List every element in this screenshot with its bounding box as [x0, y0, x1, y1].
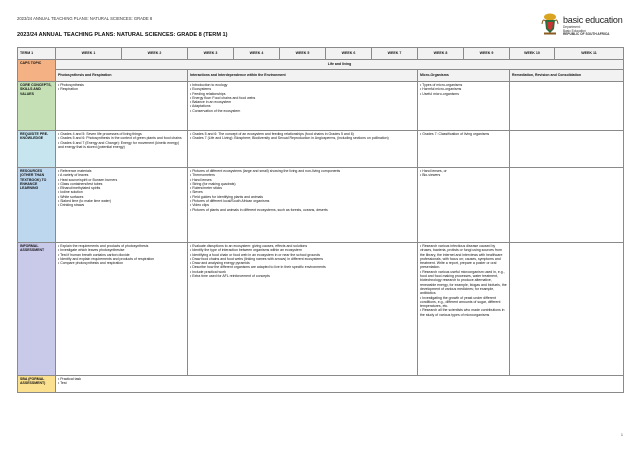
term-label: TERM 1 [18, 48, 56, 60]
list-item: • Draw and analysing energy pyramids [190, 261, 250, 266]
list-item: • Harmful micro-organisms [420, 87, 462, 92]
informal-assessment-row [18, 243, 624, 376]
list-item: • Video clips [190, 203, 210, 208]
list-item: • White surfaces [58, 194, 84, 199]
topic-micro-organisms: Micro-Organisms [418, 70, 510, 82]
prior-knowledge-cell [188, 131, 418, 168]
core-concepts-row [18, 82, 624, 131]
list-item: • Hand lenses, or [420, 169, 447, 173]
resources-cell [510, 168, 624, 243]
list-item: • Grades 7: Classification of living organisms [420, 132, 490, 136]
week-header: WEEK 8 [418, 48, 464, 60]
prior-knowledge-label: REQUISITE PRE-KNOWLEDGE [18, 131, 56, 168]
list-item: • Research various useful microorganism used in, e.g., food and food-making processes, water treatment, biotechnology research to produce alternative, renewable energy, for example, biogas and biofuels, the development of various medicines; for example, antibiotics [420, 269, 507, 296]
list-item: • Balance in an ecosystem [190, 100, 232, 105]
coat-of-arms-icon [541, 12, 559, 36]
list-item: • Iodine solution [58, 190, 83, 195]
list-item: • Conservation of the ecosystem [190, 108, 241, 113]
list-item: • Reference materials [58, 169, 92, 173]
informal-assessment-cell [188, 243, 418, 376]
core-concepts-label: CORE CONCEPTS, SKILLS AND VALUES [18, 82, 56, 131]
list-item: • Research various infectious disease caused by viruses, bacteria, protists or fungi using sources from the library, the internet and interviews with healthcare professionals, with focus on; causes, symptoms and treatment. Write a report, prepare a poster or oral presentation. [420, 244, 503, 270]
logo-country: REPUBLIC OF SOUTH AFRICA [563, 32, 610, 37]
caps-topic-label: CAPS TOPIC [18, 60, 56, 82]
list-item: • Draw food chains and food webs (linking names with arrows) in different ecosystems [190, 256, 324, 261]
list-item: • Explain the requirements and products of photosynthesis [58, 244, 149, 248]
list-item: • Grades 4 and 5: Seven life processes of living things [58, 132, 142, 136]
sba-cell [56, 376, 624, 393]
list-item: • A variety of leaves [58, 173, 89, 178]
header-row [18, 48, 624, 60]
list-item: • Bio-viewers [420, 173, 441, 178]
list-item: • Photosynthesis [58, 83, 84, 87]
list-item: • Rulers/meter sticks [190, 186, 222, 191]
sba-label: SBA (FORMAL ASSESSMENT) [18, 376, 56, 393]
list-item: • Practical task [58, 377, 82, 381]
list-item: • Test [58, 381, 67, 386]
list-item: • Identify the type of interaction between organisms within an ecosystem [190, 248, 302, 253]
list-item: • Ecosystems [190, 87, 212, 92]
list-item: • Pictures of plants and animals in different ecosystems, such as forests, oceans, deserts [190, 207, 328, 212]
informal-assessment-cell [418, 243, 510, 376]
list-item: • Thermometers [190, 173, 215, 178]
week-header: WEEK 2 [122, 48, 188, 60]
list-item: • Ethanol/methylated spirits [58, 186, 101, 191]
resources-row [18, 168, 624, 243]
list-item: • Identifying a food chain or food web in an ecosystem in or near the school grounds [190, 252, 321, 257]
informal-assessment-cell [56, 243, 188, 376]
list-item: • Respiration [58, 87, 78, 92]
list-item: • Identify and explain requirements and products of respiration [58, 256, 155, 261]
dbe-logo [541, 12, 626, 40]
week-header: WEEK 11 [555, 48, 624, 60]
list-item: • Evaluate disruptions to an ecosystem: giving causes, effects and solutions [190, 244, 308, 248]
sba-row [18, 376, 624, 393]
week-header: WEEK 9 [464, 48, 510, 60]
list-item: • Field guides for identifying plants and animals [190, 194, 264, 199]
resources-label: RESOURCES (OTHER THAN TEXTBOOK) TO ENHANCE LEARNING [18, 168, 56, 243]
core-cell [188, 82, 418, 131]
week-header: WEEK 5 [280, 48, 326, 60]
list-item: • Sieves [190, 190, 203, 195]
list-item: • Grades 7 (Life and Living): Biosphere; Biodiversity and Sexual Reproduction in Angiosperms, (including sections on pollination) [190, 136, 389, 141]
informal-assessment-cell [510, 243, 624, 376]
core-cell [510, 82, 624, 131]
list-item: • Grades 6 and 7 (Energy and Change): Energy for movement (kinetic energy) and energy that is stored (potential energy) [58, 140, 180, 149]
topic-remediation: Remediation, Revision and Consolidation [510, 70, 624, 82]
caps-topic-row [18, 60, 624, 70]
list-item: • Test if human breath contains carbon dioxide [58, 252, 130, 257]
list-item: • Feeding relationships [190, 91, 226, 96]
topic-row [18, 70, 624, 82]
prior-knowledge-cell [418, 131, 510, 168]
week-header: WEEK 3 [188, 48, 234, 60]
page-number: 1 [620, 433, 623, 437]
resources-cell [56, 168, 188, 243]
list-item: • Slaked lime (to make lime water) [58, 199, 111, 204]
week-header: WEEK 7 [372, 48, 418, 60]
list-item: • Drinking straws [58, 203, 85, 208]
list-item: • Include practical work [190, 269, 226, 274]
list-item: • Pictures of different local/South African organisms [190, 199, 270, 204]
resources-cell [188, 168, 418, 243]
list-item: • Investigating the growth of yeast under different conditions, e.g., different amounts of sugar, different temperatures, etc. [420, 295, 501, 309]
list-item: • Compare photosynthesis and respiration [58, 261, 124, 266]
list-item: • Investigate which leaves photosynthesise [58, 248, 125, 253]
teaching-plan-table [17, 47, 624, 393]
running-header: 2023/24 ANNUAL TEACHING PLANS: NATURAL SCIENCES: GRADE 8 [17, 16, 153, 21]
list-item: • Heat source/spirit or Bunsen burners [58, 177, 118, 182]
prior-knowledge-cell [56, 131, 188, 168]
logo-dept-label: Department: [563, 25, 581, 29]
caps-topic-value: Life and living [56, 60, 624, 70]
week-header: WEEK 4 [234, 48, 280, 60]
document-title: 2023/24 ANNUAL TEACHING PLANS: NATURAL SCIENCES: GRADE 8 (TERM 1) [17, 32, 228, 38]
prior-knowledge-cell [510, 131, 624, 168]
week-header: WEEK 6 [326, 48, 372, 60]
list-item: • Hand lenses [190, 177, 212, 182]
core-cell [418, 82, 510, 131]
week-header: WEEK 1 [56, 48, 122, 60]
resources-cell [418, 168, 510, 243]
list-item: • Adaptations [190, 104, 211, 109]
week-header: WEEK 10 [510, 48, 555, 60]
list-item: • Describe how the different organisms are adapted to live in their specific environments [190, 265, 326, 270]
list-item: • Useful micro-organisms [420, 91, 459, 96]
topic-photosynthesis: Photosynthesis and Respiration [56, 70, 188, 82]
list-item: • Extra time used for AFL reinforcement of concepts [190, 274, 270, 279]
list-item: • Types of micro-organisms [420, 83, 463, 87]
list-item: • Grades 5 and 6: The concept of an ecosystem and feeding relationships (food chains in Grades 5 and 6) [190, 132, 354, 136]
list-item: • String (for making quadrats) [190, 181, 236, 186]
logo-dept-name: Basic Education [563, 28, 586, 33]
list-item: • Introduction to ecology [190, 83, 228, 87]
topic-interactions: Interactions and Interdependence within the Environment [188, 70, 418, 82]
list-item: • Energy flow: Food chains and food webs [190, 95, 256, 100]
list-item: • Grades 5 and 6: Photosynthesis in the context of green plants and food chains [58, 136, 182, 141]
prior-knowledge-row [18, 131, 624, 168]
logo-brand: basic education [563, 15, 623, 25]
core-cell [56, 82, 188, 131]
informal-assessment-label: INFORMAL ASSESSMENT [18, 243, 56, 376]
list-item: • Pictures of different ecosystems (large and small) showing the living and non-living components [190, 169, 341, 173]
list-item: • Research all the scientists who made contributions in the study of various types of microorganisms [420, 308, 505, 317]
list-item: • Glass containers/test tubes [58, 181, 103, 186]
